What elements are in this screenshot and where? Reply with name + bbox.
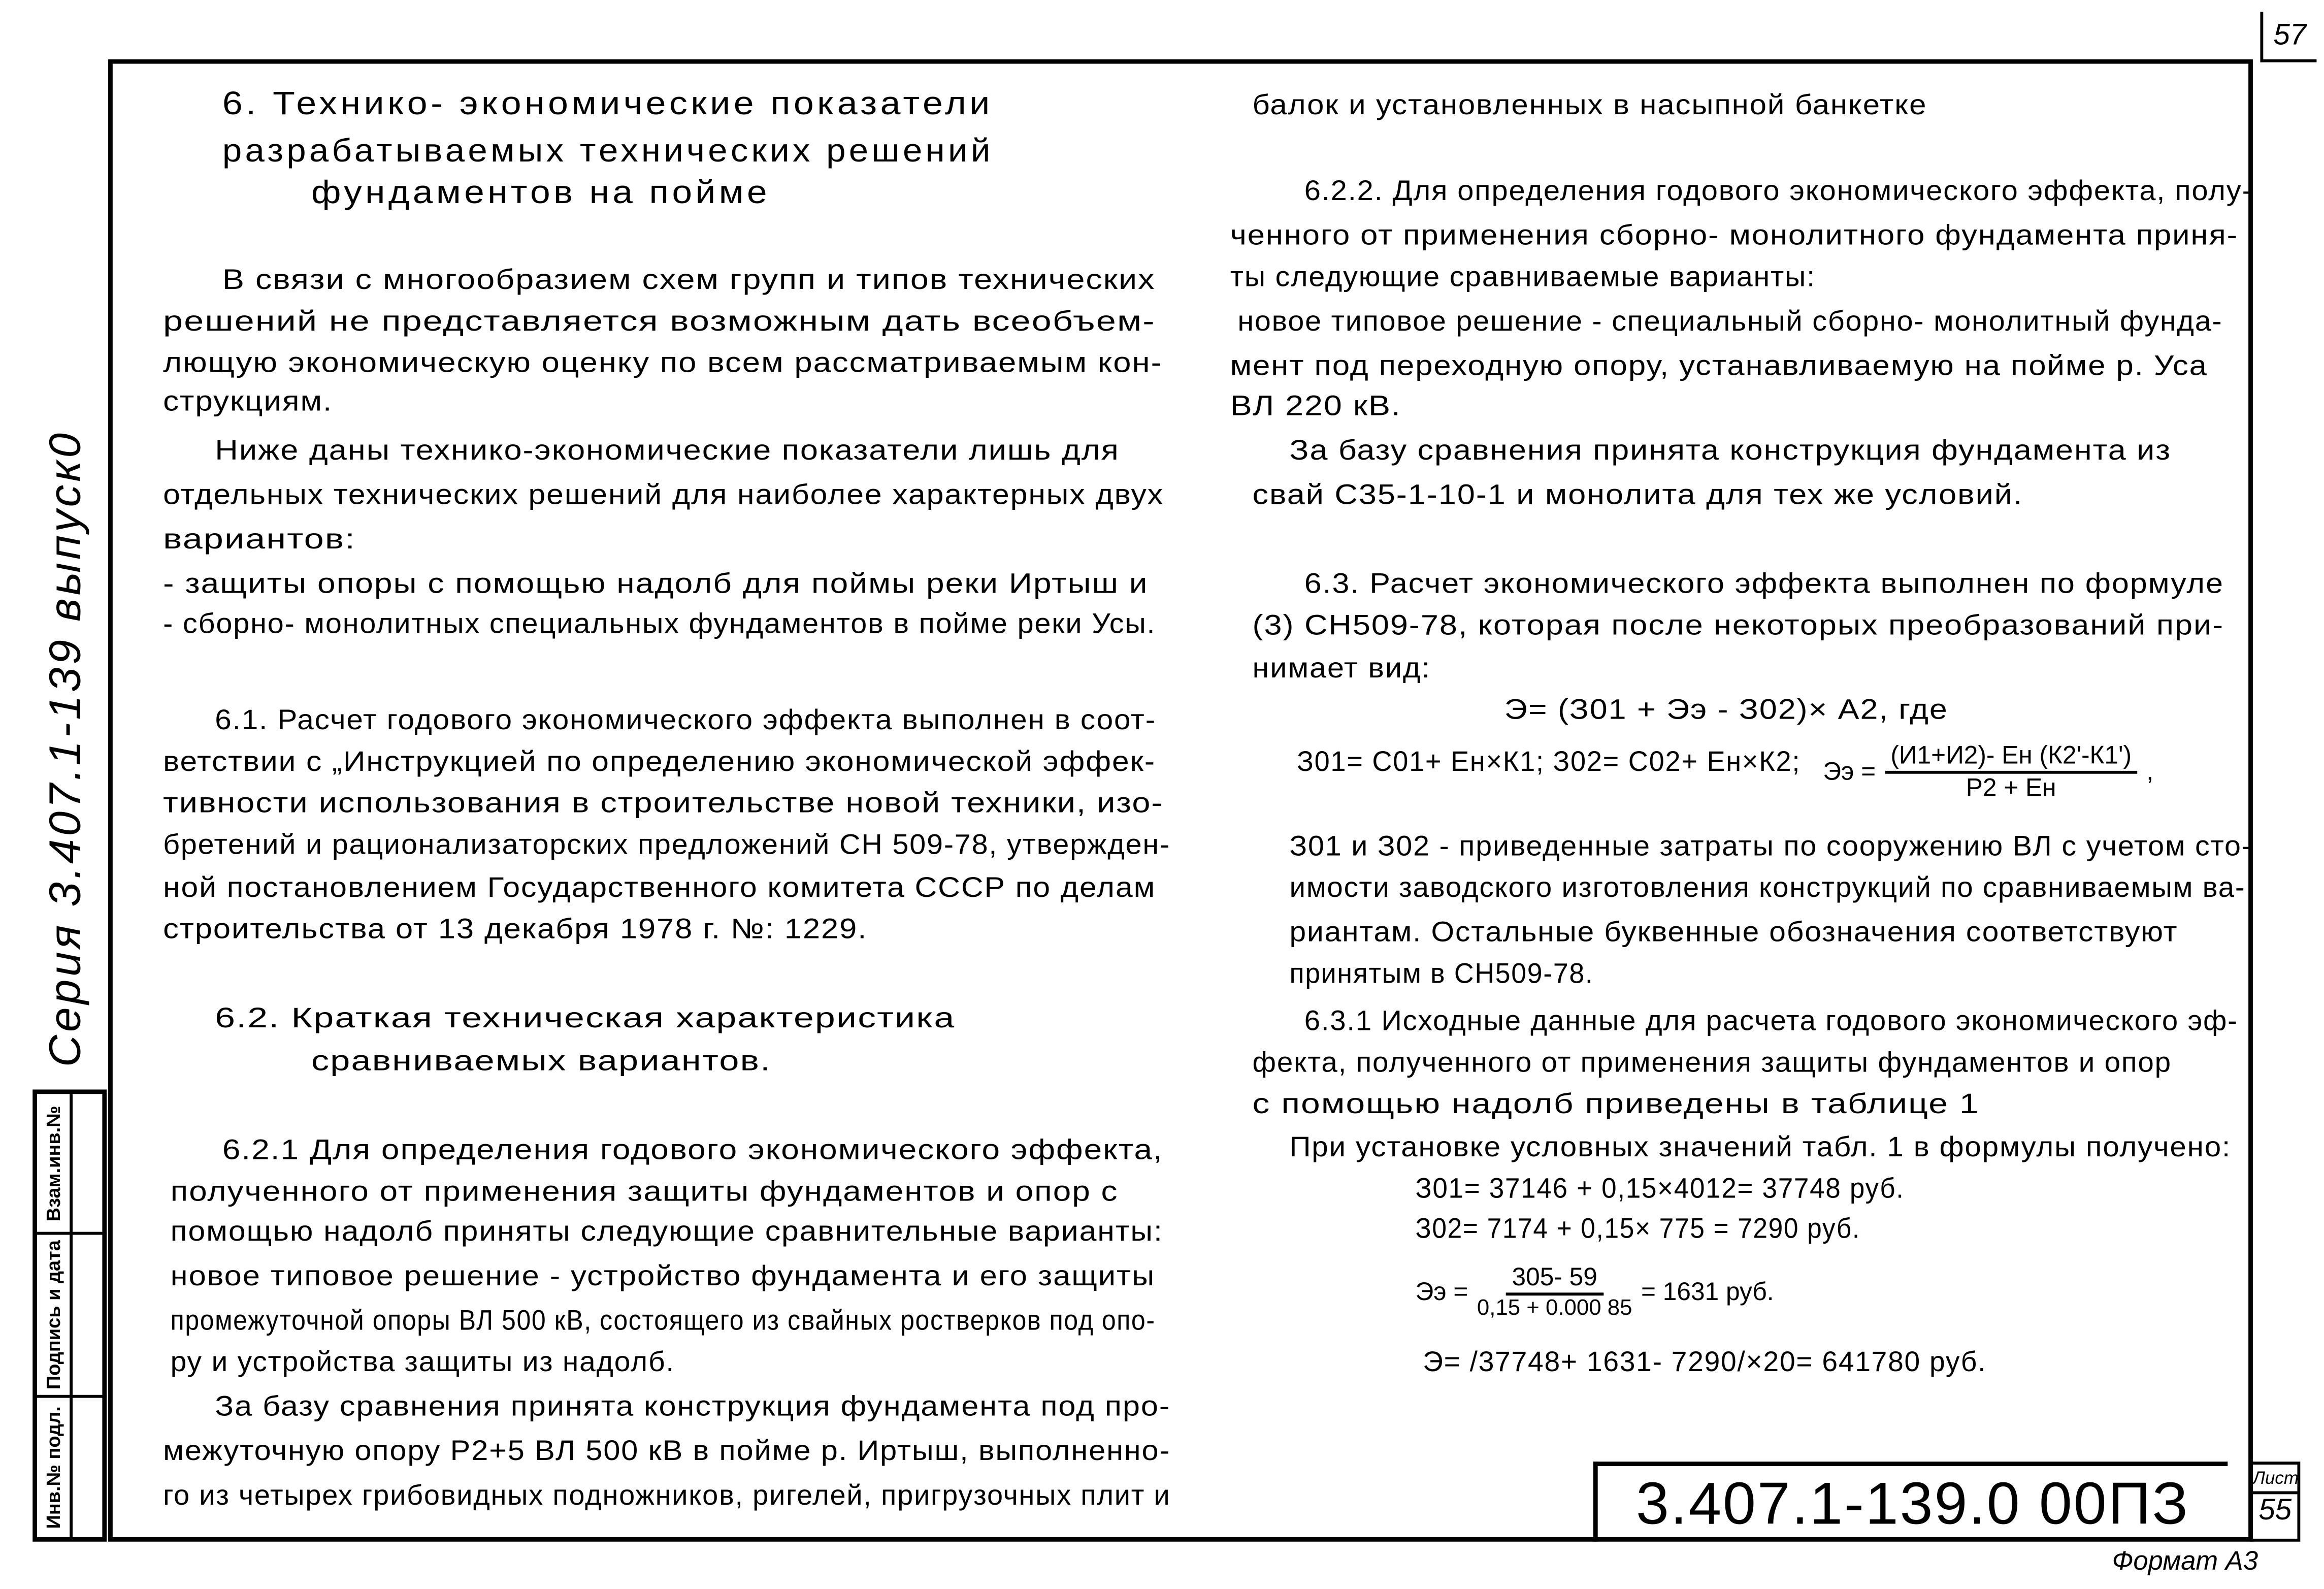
left-text-line: Ниже даны технико-экономические показатели лишь для [215, 436, 1120, 467]
stamp-cell-signature [37, 1235, 70, 1398]
left-text-line: строительства от 13 декабря 1978 г. №: 1229. [163, 915, 868, 946]
left-text-line: помощью надолб приняты следующие сравнительные варианты: [170, 1217, 1163, 1248]
document-code: 3.407.1-139.0 00ПЗ [1593, 1462, 2228, 1542]
left-text-line: сравниваемых вариантов. [311, 1046, 771, 1078]
left-text-line: новое типовое решение - устройство фундамента и его защиты [170, 1261, 1156, 1293]
right-text-line: 6.3. Расчет экономического эффекта выполнен по формуле [1304, 569, 2224, 601]
left-text-line: промежуточной опоры ВЛ 500 кВ, состоящего из свайных ростверков под опо- [170, 1306, 1156, 1337]
left-text-line: 6.1. Расчет годового экономического эффекта выполнен в соот- [215, 705, 1157, 737]
formula-denominator: Р2 + Ен [1966, 773, 2056, 802]
right-text-line: нимает вид: [1252, 654, 1431, 685]
left-text-line: За базу сравнения принята конструкция фундамента под про- [215, 1391, 1171, 1423]
left-text-line: межуточную опору Р2+5 ВЛ 500 кВ в пойме р. Иртыш, выполненно- [163, 1436, 1171, 1468]
formula-ee [1823, 741, 2153, 804]
calc-lhs: Ээ = [1415, 1277, 1468, 1306]
right-text-line: ВЛ 220 кВ. [1230, 391, 1401, 423]
left-text-line: 6. Технико- экономические показатели [222, 84, 993, 122]
stamp-value-cell [70, 1398, 107, 1537]
calc-result: = 1631 руб. [1641, 1277, 1774, 1306]
right-text-line: 6.3.1 Исходные данные для расчета годового экономического эф- [1304, 1007, 2238, 1038]
left-text-line: В связи с многообразием схем групп и типов технических [222, 265, 1156, 297]
right-text-line: 6.2.2. Для определения годового экономического эффекта, полу- [1304, 176, 2253, 208]
left-text-line: 6.2. Краткая техническая характеристика [215, 1003, 956, 1035]
right-text-line: Э= /37748+ 1631- 7290/×20= 641780 руб. [1423, 1347, 1987, 1379]
right-text-line: За базу сравнения принята конструкция фундамента из [1289, 436, 2172, 467]
left-text-line: бретений и рационализаторских предложений СН 509-78, утвержден- [163, 830, 1170, 861]
sheet-number: 55 [2258, 1494, 2292, 1527]
right-text-line: З01 и З02 - приведенные затраты по сооружению ВЛ с учетом сто- [1289, 831, 2252, 863]
left-text-line: - защиты опоры с помощью надолб для поймы реки Иртыш и [163, 569, 1149, 601]
stamp-cell-replacement [37, 1094, 70, 1235]
right-text-line: (3) СН509-78, которая после некоторых преобразований при- [1252, 610, 2224, 642]
formula-tail: , [2146, 757, 2154, 786]
left-text-line: лющую экономическую оценку по всем рассматриваемым кон- [163, 348, 1163, 380]
right-text-line: З01= 37146 + 0,15×4012= 37748 руб. [1415, 1174, 1905, 1206]
sheet-box [2250, 1462, 2300, 1542]
formula-numerator: (И1+И2)- Ен (К2'-К1') [1885, 741, 2138, 774]
left-text-line: отдельных технических решений для наиболее характерных двух [163, 480, 1164, 512]
left-text-line: ветствии с „Инструкцией по определению экономической эффек- [163, 747, 1156, 779]
side-stamp [32, 1089, 107, 1541]
right-text-line: З02= 7174 + 0,15× 775 = 7290 руб. [1415, 1214, 1860, 1245]
left-text-line: струкциям. [163, 386, 333, 418]
stamp-label: Подпись и дата [42, 1240, 64, 1390]
right-text-line: фекта, полученного от применения защиты фундаментов и опор [1252, 1048, 2172, 1080]
left-text-line: го из четырех грибовидных подножников, ригелей, пригрузочных плит и [163, 1481, 1171, 1512]
right-text-line: ченного от применения сборно- монолитного фундамента приня- [1230, 220, 2239, 252]
right-text-line: свай С35-1-10-1 и монолита для тех же условий. [1252, 480, 2023, 512]
stamp-value-cell [70, 1094, 107, 1235]
left-text-line: фундаментов на пойме [311, 173, 771, 211]
right-text-line: балок и установленных в насыпной банкетке [1252, 90, 1927, 122]
right-text-line: принятым в СН509-78. [1289, 959, 1594, 990]
left-text-line: ру и устройства защиты из надолб. [170, 1347, 675, 1379]
right-text-line: При установке условных значений табл. 1 в формулы получено: [1289, 1132, 2232, 1164]
right-text-line: имости заводского изготовления конструкций по сравниваемым ва- [1289, 873, 2246, 904]
right-text-line: ты следующие сравниваемые варианты: [1230, 262, 1816, 294]
left-text-line: ной постановлением Государственного комитета СССР по делам [163, 873, 1156, 904]
stamp-label: Инв.№ подл. [42, 1406, 64, 1529]
calc-numerator: 305- 59 [1506, 1263, 1603, 1295]
calc-denominator: 0,15 + 0.000 85 [1477, 1295, 1632, 1321]
left-text-line: - сборно- монолитных специальных фундаментов в пойме реки Усы. [163, 609, 1156, 641]
formula-lhs: Ээ = [1823, 757, 1876, 786]
left-text-line: разрабатываемых технических решений [222, 132, 994, 169]
right-text-line: риантам. Остальные буквенные обозначения соответствуют [1289, 917, 2178, 949]
calc-ee [1416, 1263, 1774, 1321]
page-number-top: 57 [2260, 12, 2316, 62]
stamp-value-cell [70, 1235, 107, 1398]
left-text-line: вариантов: [163, 525, 356, 556]
right-text-line: с помощью надолб приведены в таблице 1 [1252, 1089, 1980, 1121]
stamp-label: Взам.инв.№ [42, 1105, 64, 1221]
sheet-label: Лист [2253, 1465, 2298, 1494]
stamp-cell-inventory [37, 1398, 70, 1537]
left-text-line: решений не представляется возможным дать всеобъем- [163, 307, 1156, 338]
left-text-line: полученного от применения защиты фундаментов и опор с [170, 1177, 1119, 1208]
right-text-line: Э= (З01 + Ээ - З02)× А2, где [1504, 695, 1948, 727]
right-text-line: З01= С01+ Ен×К1; З02= С02+ Ен×К2; [1297, 747, 1801, 779]
left-text-line: 6.2.1 Для определения годового экономического эффекта, [222, 1135, 1163, 1167]
right-text-line: новое типовое решение - специальный сборно- монолитный фунда- [1237, 307, 2223, 338]
left-text-line: тивности использования в строительстве новой техники, изо- [163, 788, 1164, 820]
right-text-line: мент под переходную опору, устанавливаемую на пойме р. Уса [1230, 351, 2208, 383]
series-label: Серия 3.407.1-139 выпуск0 [41, 430, 91, 1067]
format-label: Формат А3 [2112, 1546, 2258, 1576]
